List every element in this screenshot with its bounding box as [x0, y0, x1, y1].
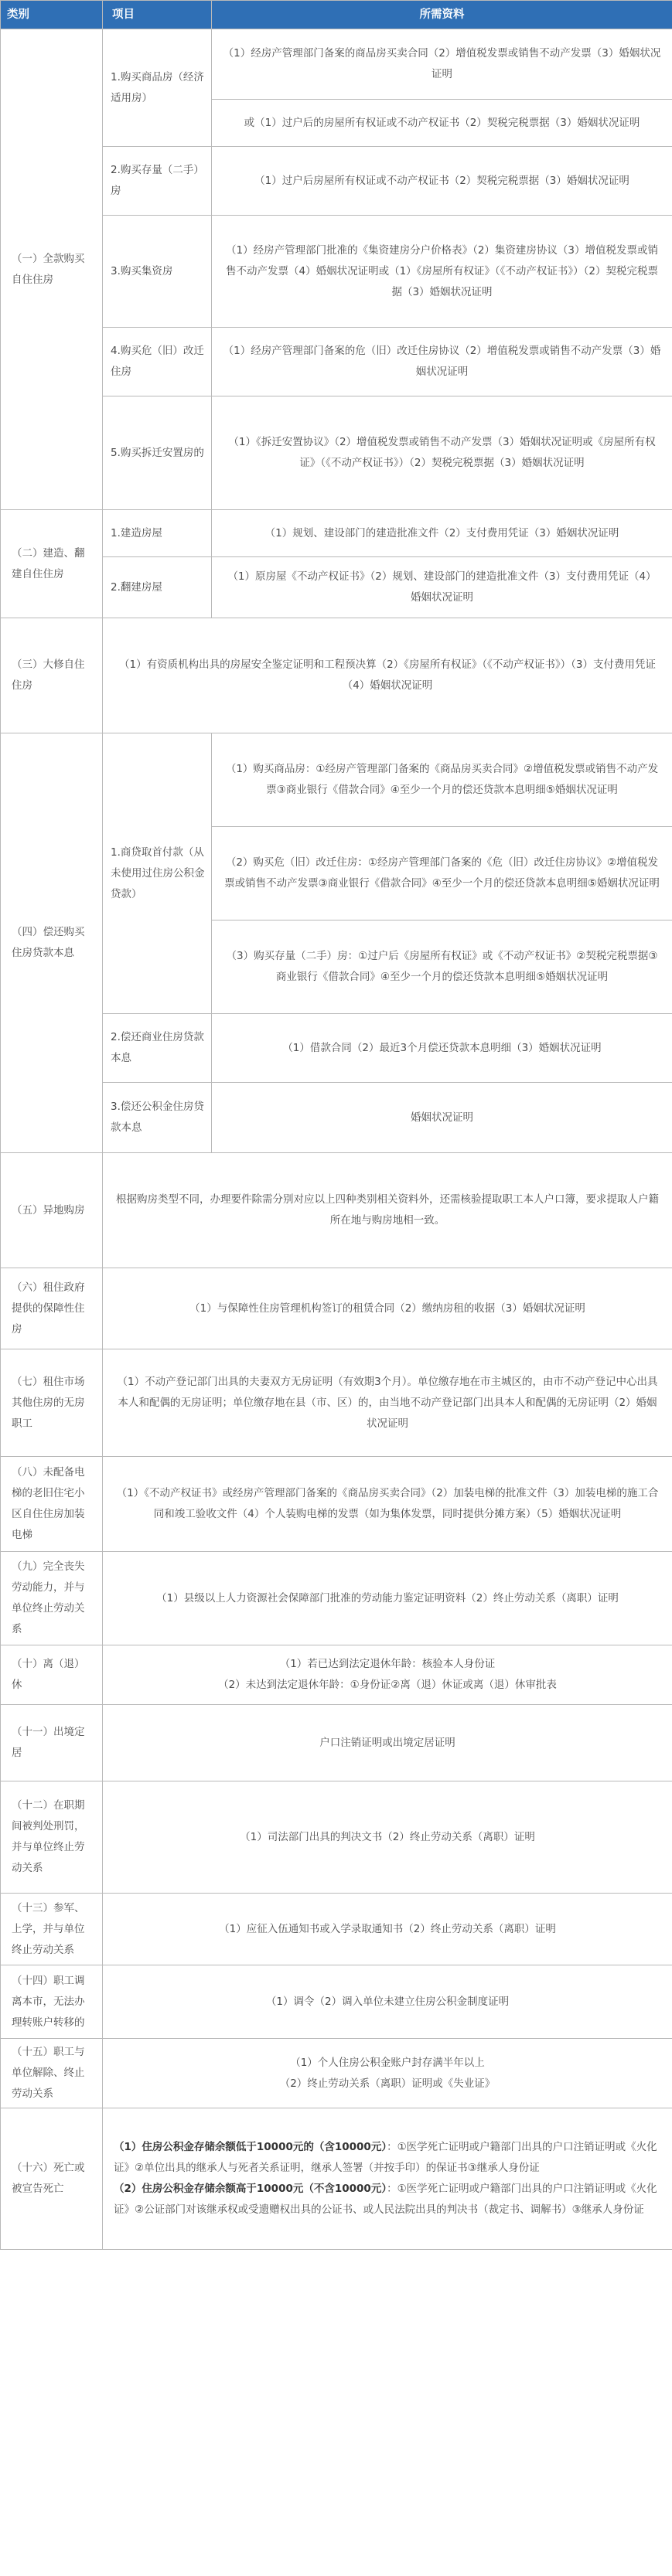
- table-row: [1, 1705, 672, 1781]
- docs-cell: （1）与保障性住房管理机构签订的租赁合同（2）缴纳房租的收据（3）婚姻状况证明: [103, 1268, 672, 1349]
- item-cell: 5.购买拆迁安置房的: [103, 396, 212, 510]
- docs-line: （2）终止劳动关系（离职）证明或《失业证》: [279, 2077, 496, 2090]
- docs-cell: （1）经房产管理部门批准的《集资建房分户价格表》（2）集资建房协议（3）增值税发票或销售不动产发票（4）婚姻状况证明或（1）《房屋所有权证》（《不动产权证书》）（2）契税完税票据（3）婚姻状况证明: [212, 216, 672, 328]
- docs-cell: [103, 2039, 672, 2108]
- docs-cell: （3）购买存量（二手）房：①过户后《房屋所有权证》或《不动产权证书》②契税完税票据③商业银行《借款合同》④至少一个月的偿还贷款本息明细⑤婚姻状况证明: [212, 920, 672, 1014]
- docs-cell: 户口注销证明或出境定居证明: [103, 1705, 672, 1781]
- table-row: [1, 1153, 672, 1268]
- category-cell: （一）全款购买自住住房: [1, 29, 103, 510]
- item-cell: 2.翻建房屋: [103, 557, 212, 618]
- table-row: [1, 29, 672, 100]
- docs-cell: （2）购买危（旧）改迁住房：①经房产管理部门备案的《危（旧）改迁住房协议》②增值税发票或销售不动产发票③商业银行《借款合同》④至少一个月的偿还贷款本息明细⑤婚姻状况证明: [212, 827, 672, 920]
- category-cell: （十）离（退）休: [1, 1645, 103, 1705]
- item-cell: 4.购买危（旧）改迁住房: [103, 328, 212, 396]
- table-row: [1, 733, 672, 827]
- table-row: [1, 1894, 672, 1965]
- table-row: [1, 1268, 672, 1349]
- table-row: [1, 618, 672, 733]
- table-header-row: [1, 1, 672, 29]
- docs-line: （2）未达到法定退休年龄：①身份证②离（退）休证或离（退）休审批表: [218, 1679, 557, 1691]
- docs-cell: （1）规划、建设部门的建造批准文件（2）支付费用凭证（3）婚姻状况证明: [212, 510, 672, 557]
- category-cell: （十三）参军、上学，并与单位终止劳动关系: [1, 1894, 103, 1965]
- balance-condition-high: （2）住房公积金存储余额高于10000元（不含10000元）: [114, 2183, 387, 2195]
- docs-cell: （1）调令（2）调入单位未建立住房公积金制度证明: [103, 1965, 672, 2039]
- table-row: [1, 1645, 672, 1705]
- item-cell: 3.偿还公积金住房贷款本息: [103, 1083, 212, 1153]
- category-cell: （十六）死亡或被宣告死亡: [1, 2108, 103, 2250]
- table-row: [1, 1781, 672, 1894]
- docs-cell: （1）不动产登记部门出具的夫妻双方无房证明（有效期3个月）。单位缴存地在市主城区的，由市不动产登记中心出具本人和配偶的无房证明；单位缴存地在县（市、区）的，由当地不动产登记部门出具本人和配偶的无房证明（2）婚姻状况证明: [103, 1349, 672, 1457]
- category-cell: （三）大修自住住房: [1, 618, 103, 733]
- table-row: [1, 1965, 672, 2039]
- item-cell: 3.购买集资房: [103, 216, 212, 328]
- category-cell: （十四）职工调离本市，无法办理转账户转移的: [1, 1965, 103, 2039]
- docs-cell: （1）司法部门出具的判决文书（2）终止劳动关系（离职）证明: [103, 1781, 672, 1894]
- docs-cell: [103, 2108, 672, 2250]
- docs-cell: [103, 1645, 672, 1705]
- docs-cell: （1）《拆迁安置协议》（2）增值税发票或销售不动产发票（3）婚姻状况证明或《房屋所有权证》（《不动产权证书》）（2）契税完税票据（3）婚姻状况证明: [212, 396, 672, 510]
- table-row: [1, 2039, 672, 2108]
- category-cell: （七）租住市场其他住房的无房职工: [1, 1349, 103, 1457]
- table-row: [1, 2108, 672, 2250]
- docs-cell: 或（1）过户后的房屋所有权证或不动产权证书（2）契税完税票据（3）婚姻状况证明: [212, 100, 672, 147]
- category-cell: （十五）职工与单位解除、终止劳动关系: [1, 2039, 103, 2108]
- docs-cell: （1）借款合同（2）最近3个月偿还贷款本息明细（3）婚姻状况证明: [212, 1014, 672, 1083]
- docs-paragraph: [114, 2179, 661, 2220]
- docs-line: （1）若已达到法定退休年龄：核验本人身份证: [279, 1658, 496, 1670]
- item-cell: 1.商贷取首付款（从未使用过住房公积金贷款）: [103, 733, 212, 1014]
- docs-paragraph: [114, 2137, 661, 2179]
- docs-cell: 婚姻状况证明: [212, 1083, 672, 1153]
- category-cell: （四）偿还购买住房贷款本息: [1, 733, 103, 1153]
- docs-text: ：①医学死亡证明或户籍部门出具的户口注销证明或《火化证》②单位出具的继承人与死者关系证明，继承人签署（并按手印）的保证书③继承人身份证: [114, 2141, 657, 2174]
- table-row: [1, 510, 672, 557]
- docs-cell: 根据购房类型不同，办理要件除需分别对应以上四种类别相关资料外，还需核验提取职工本人户口簿，要求提取人户籍所在地与购房地相一致。: [103, 1153, 672, 1268]
- category-cell: （六）租住政府提供的保障性住房: [1, 1268, 103, 1349]
- docs-cell: （1）应征入伍通知书或入学录取通知书（2）终止劳动关系（离职）证明: [103, 1894, 672, 1965]
- docs-cell: （1）过户后房屋所有权证或不动产权证书（2）契税完税票据（3）婚姻状况证明: [212, 147, 672, 216]
- item-cell: 1.建造房屋: [103, 510, 212, 557]
- header-item: 项目: [103, 1, 212, 29]
- docs-cell: （1）有资质机构出具的房屋安全鉴定证明和工程预决算（2）《房屋所有权证》（《不动产权证书》）（3）支付费用凭证（4）婚姻状况证明: [103, 618, 672, 733]
- table-row: [1, 1552, 672, 1645]
- item-cell: 2.购买存量（二手）房: [103, 147, 212, 216]
- header-category: 类别: [1, 1, 103, 29]
- docs-cell: （1）原房屋《不动产权证书》（2）规划、建设部门的建造批准文件（3）支付费用凭证（4）婚姻状况证明: [212, 557, 672, 618]
- item-cell: 2.偿还商业住房贷款本息: [103, 1014, 212, 1083]
- category-cell: （五）异地购房: [1, 1153, 103, 1268]
- docs-cell: （1）经房产管理部门备案的商品房买卖合同（2）增值税发票或销售不动产发票（3）婚姻状况证明: [212, 29, 672, 100]
- table-row: [1, 1457, 672, 1552]
- docs-cell: （1）购买商品房：①经房产管理部门备案的《商品房买卖合同》②增值税发票或销售不动产发票③商业银行《借款合同》④至少一个月的偿还贷款本息明细⑤婚姻状况证明: [212, 733, 672, 827]
- docs-line: （1）个人住房公积金账户封存满半年以上: [290, 2056, 485, 2069]
- docs-cell: （1）经房产管理部门备案的危（旧）改迁住房协议（2）增值税发票或销售不动产发票（3）婚姻状况证明: [212, 328, 672, 396]
- docs-text: ：①医学死亡证明或户籍部门出具的户口注销证明或《火化证》②公证部门对该继承权或受遗赠权出具的公证书、或人民法院出具的判决书（裁定书、调解书）③继承人身份证: [114, 2183, 657, 2216]
- balance-condition-low: （1）住房公积金存储余额低于10000元的（含10000元）: [114, 2141, 387, 2153]
- item-cell: 1.购买商品房（经济适用房）: [103, 29, 212, 147]
- docs-cell: （1）县级以上人力资源社会保障部门批准的劳动能力鉴定证明资料（2）终止劳动关系（离职）证明: [103, 1552, 672, 1645]
- category-cell: （九）完全丧失劳动能力，并与单位终止劳动关系: [1, 1552, 103, 1645]
- category-cell: （二）建造、翻建自住住房: [1, 510, 103, 618]
- table-row: [1, 1349, 672, 1457]
- category-cell: （八）未配备电梯的老旧住宅小区自住住房加装电梯: [1, 1457, 103, 1552]
- header-docs: 所需资料: [212, 1, 672, 29]
- docs-cell: （1）《不动产权证书》或经房产管理部门备案的《商品房买卖合同》（2）加装电梯的批准文件（3）加装电梯的施工合同和竣工验收文件（4）个人装购电梯的发票（如为集体发票，同时提供分摊方案）（5）婚姻状况证明: [103, 1457, 672, 1552]
- category-cell: （十一）出境定居: [1, 1705, 103, 1781]
- category-cell: （十二）在职期间被判处刑罚，并与单位终止劳动关系: [1, 1781, 103, 1894]
